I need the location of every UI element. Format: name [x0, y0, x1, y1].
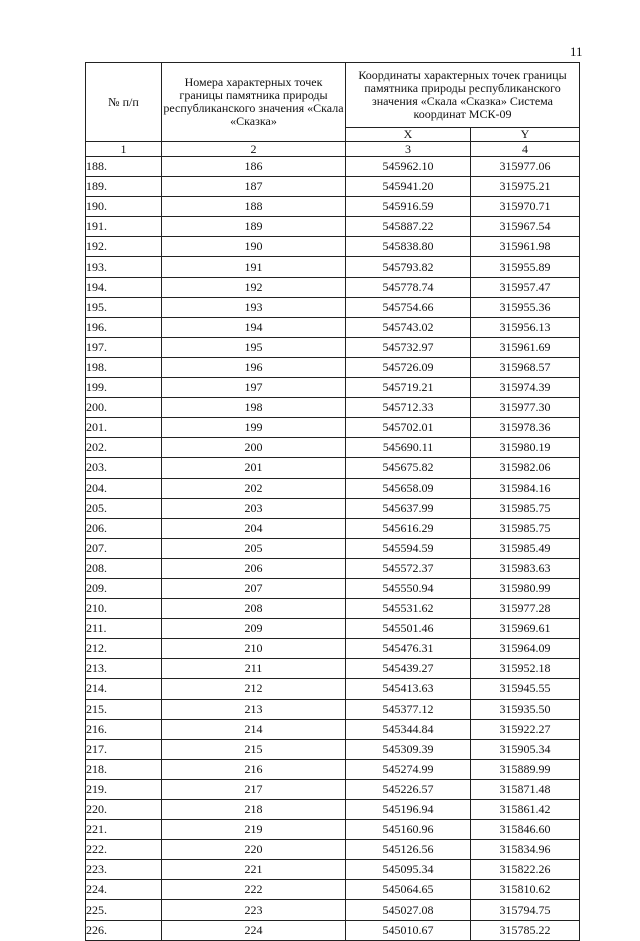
coord-y: 315964.09 [471, 639, 580, 659]
point-number: 207 [162, 578, 346, 598]
row-number: 219. [86, 779, 162, 799]
coord-x: 545962.10 [346, 157, 471, 177]
row-number: 201. [86, 418, 162, 438]
row-number: 226. [86, 920, 162, 940]
coord-x: 545377.12 [346, 699, 471, 719]
point-number: 223 [162, 900, 346, 920]
table-row [86, 779, 580, 799]
row-number: 205. [86, 498, 162, 518]
point-number: 192 [162, 277, 346, 297]
table-row [86, 197, 580, 217]
coord-y: 315982.06 [471, 458, 580, 478]
column-number-1: 1 [86, 142, 162, 157]
point-number: 189 [162, 217, 346, 237]
point-number: 201 [162, 458, 346, 478]
row-number: 212. [86, 639, 162, 659]
row-number: 193. [86, 257, 162, 277]
coord-x: 545594.59 [346, 538, 471, 558]
point-number: 216 [162, 759, 346, 779]
point-number: 220 [162, 840, 346, 860]
row-number: 214. [86, 679, 162, 699]
coord-y: 315980.19 [471, 438, 580, 458]
coord-y: 315822.26 [471, 860, 580, 880]
coord-y: 315978.36 [471, 418, 580, 438]
row-number: 192. [86, 237, 162, 257]
coord-x: 545226.57 [346, 779, 471, 799]
page-number: 11 [570, 44, 583, 59]
table-row [86, 639, 580, 659]
coord-y: 315922.27 [471, 719, 580, 739]
table-row [86, 599, 580, 619]
row-number: 204. [86, 478, 162, 498]
point-number: 200 [162, 438, 346, 458]
coord-y: 315861.42 [471, 800, 580, 820]
point-number: 206 [162, 558, 346, 578]
point-number: 187 [162, 177, 346, 197]
coord-y: 315961.69 [471, 337, 580, 357]
point-number: 214 [162, 719, 346, 739]
row-number: 225. [86, 900, 162, 920]
table-row [86, 478, 580, 498]
row-number: 224. [86, 880, 162, 900]
coord-x: 545439.27 [346, 659, 471, 679]
point-number: 193 [162, 297, 346, 317]
coord-y: 315810.62 [471, 880, 580, 900]
row-number: 221. [86, 820, 162, 840]
coord-y: 315957.47 [471, 277, 580, 297]
row-number: 220. [86, 800, 162, 820]
table-row [86, 619, 580, 639]
column-number-2: 2 [162, 142, 346, 157]
point-number: 215 [162, 739, 346, 759]
coordinates-table [85, 62, 580, 941]
row-number: 208. [86, 558, 162, 578]
table-row [86, 739, 580, 759]
table-row [86, 538, 580, 558]
coord-x: 545726.09 [346, 357, 471, 377]
point-number: 218 [162, 800, 346, 820]
point-number: 198 [162, 398, 346, 418]
coord-y: 315952.18 [471, 659, 580, 679]
point-number: 203 [162, 498, 346, 518]
point-number: 195 [162, 337, 346, 357]
coord-x: 545637.99 [346, 498, 471, 518]
row-number: 194. [86, 277, 162, 297]
coord-x: 545887.22 [346, 217, 471, 237]
coord-y: 315985.49 [471, 538, 580, 558]
coord-x: 545702.01 [346, 418, 471, 438]
row-number: 210. [86, 599, 162, 619]
coord-y: 315956.13 [471, 317, 580, 337]
coord-y: 315889.99 [471, 759, 580, 779]
row-number: 203. [86, 458, 162, 478]
table-row [86, 719, 580, 739]
coord-x: 545658.09 [346, 478, 471, 498]
coord-x: 545413.63 [346, 679, 471, 699]
coord-y: 315794.75 [471, 900, 580, 920]
coord-x: 545095.34 [346, 860, 471, 880]
column-number-4: 4 [471, 142, 580, 157]
coord-x: 545196.94 [346, 800, 471, 820]
row-number: 189. [86, 177, 162, 197]
coord-x: 545010.67 [346, 920, 471, 940]
point-number: 222 [162, 880, 346, 900]
row-number: 222. [86, 840, 162, 860]
row-number: 195. [86, 297, 162, 317]
table-row [86, 177, 580, 197]
table-row [86, 518, 580, 538]
coord-x: 545531.62 [346, 599, 471, 619]
point-number: 194 [162, 317, 346, 337]
coord-y: 315967.54 [471, 217, 580, 237]
coord-y: 315975.21 [471, 177, 580, 197]
coord-x: 545916.59 [346, 197, 471, 217]
row-number: 217. [86, 739, 162, 759]
row-number: 209. [86, 578, 162, 598]
row-number: 206. [86, 518, 162, 538]
table-row [86, 337, 580, 357]
coord-x: 545941.20 [346, 177, 471, 197]
row-number: 213. [86, 659, 162, 679]
table-row [86, 860, 580, 880]
coord-x: 545027.08 [346, 900, 471, 920]
table-row [86, 277, 580, 297]
table-row [86, 378, 580, 398]
row-number: 199. [86, 378, 162, 398]
coord-x: 545126.56 [346, 840, 471, 860]
row-number: 202. [86, 438, 162, 458]
coord-x: 545064.65 [346, 880, 471, 900]
coord-y: 315983.63 [471, 558, 580, 578]
point-number: 202 [162, 478, 346, 498]
table-row [86, 257, 580, 277]
row-number: 207. [86, 538, 162, 558]
table-row [86, 498, 580, 518]
coord-y: 315846.60 [471, 820, 580, 840]
point-number: 219 [162, 820, 346, 840]
coord-x: 545778.74 [346, 277, 471, 297]
header-y: Y [471, 128, 580, 142]
table-row [86, 317, 580, 337]
table-body [86, 157, 580, 941]
header-num: № п/п [86, 63, 162, 142]
point-number: 196 [162, 357, 346, 377]
row-number: 188. [86, 157, 162, 177]
coord-x: 545501.46 [346, 619, 471, 639]
point-number: 208 [162, 599, 346, 619]
coord-x: 545838.80 [346, 237, 471, 257]
coord-y: 315871.48 [471, 779, 580, 799]
header-x: X [346, 128, 471, 142]
coord-x: 545550.94 [346, 578, 471, 598]
table-row [86, 297, 580, 317]
coord-x: 545743.02 [346, 317, 471, 337]
table-row [86, 699, 580, 719]
coord-y: 315985.75 [471, 518, 580, 538]
coord-y: 315955.36 [471, 297, 580, 317]
table-row [86, 820, 580, 840]
point-number: 190 [162, 237, 346, 257]
row-number: 198. [86, 357, 162, 377]
row-number: 216. [86, 719, 162, 739]
coord-y: 315985.75 [471, 498, 580, 518]
table-row [86, 659, 580, 679]
row-number: 197. [86, 337, 162, 357]
row-number: 223. [86, 860, 162, 880]
point-number: 209 [162, 619, 346, 639]
coord-x: 545719.21 [346, 378, 471, 398]
table-row [86, 398, 580, 418]
coord-y: 315984.16 [471, 478, 580, 498]
coord-y: 315785.22 [471, 920, 580, 940]
table-row [86, 578, 580, 598]
point-number: 188 [162, 197, 346, 217]
coord-x: 545160.96 [346, 820, 471, 840]
table-row [86, 458, 580, 478]
coord-x: 545690.11 [346, 438, 471, 458]
table-row [86, 759, 580, 779]
point-number: 211 [162, 659, 346, 679]
table-row [86, 900, 580, 920]
coord-x: 545274.99 [346, 759, 471, 779]
coord-y: 315968.57 [471, 357, 580, 377]
point-number: 199 [162, 418, 346, 438]
row-number: 211. [86, 619, 162, 639]
point-number: 221 [162, 860, 346, 880]
coord-y: 315945.55 [471, 679, 580, 699]
coord-y: 315980.99 [471, 578, 580, 598]
column-number-3: 3 [346, 142, 471, 157]
coord-x: 545754.66 [346, 297, 471, 317]
coord-y: 315905.34 [471, 739, 580, 759]
row-number: 190. [86, 197, 162, 217]
coord-x: 545572.37 [346, 558, 471, 578]
coord-y: 315961.98 [471, 237, 580, 257]
table-row [86, 418, 580, 438]
row-number: 191. [86, 217, 162, 237]
coord-x: 545476.31 [346, 639, 471, 659]
coord-x: 545732.97 [346, 337, 471, 357]
coord-y: 315977.28 [471, 599, 580, 619]
coord-y: 315834.96 [471, 840, 580, 860]
coord-x: 545344.84 [346, 719, 471, 739]
table-row [86, 800, 580, 820]
table-row [86, 438, 580, 458]
coord-y: 315977.06 [471, 157, 580, 177]
row-number: 200. [86, 398, 162, 418]
table-row [86, 679, 580, 699]
table-row [86, 558, 580, 578]
point-number: 186 [162, 157, 346, 177]
coord-y: 315935.50 [471, 699, 580, 719]
coord-y: 315969.61 [471, 619, 580, 639]
point-number: 204 [162, 518, 346, 538]
point-number: 224 [162, 920, 346, 940]
coord-x: 545675.82 [346, 458, 471, 478]
coord-x: 545712.33 [346, 398, 471, 418]
table-row [86, 217, 580, 237]
point-number: 197 [162, 378, 346, 398]
table-row [86, 880, 580, 900]
point-number: 212 [162, 679, 346, 699]
table-row [86, 920, 580, 940]
row-number: 196. [86, 317, 162, 337]
table-row [86, 157, 580, 177]
table-row [86, 237, 580, 257]
row-number: 218. [86, 759, 162, 779]
point-number: 213 [162, 699, 346, 719]
coord-x: 545793.82 [346, 257, 471, 277]
table-row [86, 840, 580, 860]
point-number: 205 [162, 538, 346, 558]
coord-x: 545309.39 [346, 739, 471, 759]
coord-y: 315977.30 [471, 398, 580, 418]
table-row [86, 357, 580, 377]
coord-y: 315970.71 [471, 197, 580, 217]
coord-x: 545616.29 [346, 518, 471, 538]
point-number: 210 [162, 639, 346, 659]
coord-y: 315974.39 [471, 378, 580, 398]
point-number: 217 [162, 779, 346, 799]
header-points: Номера характерных точек границы памятника природы республиканского значения «Скала «Сказка» [162, 63, 346, 142]
header-coords: Координаты характерных точек границы памятника природы республиканского значения «Скала «Сказка» Система координат МСК-09 [346, 63, 580, 128]
row-number: 215. [86, 699, 162, 719]
coord-y: 315955.89 [471, 257, 580, 277]
point-number: 191 [162, 257, 346, 277]
